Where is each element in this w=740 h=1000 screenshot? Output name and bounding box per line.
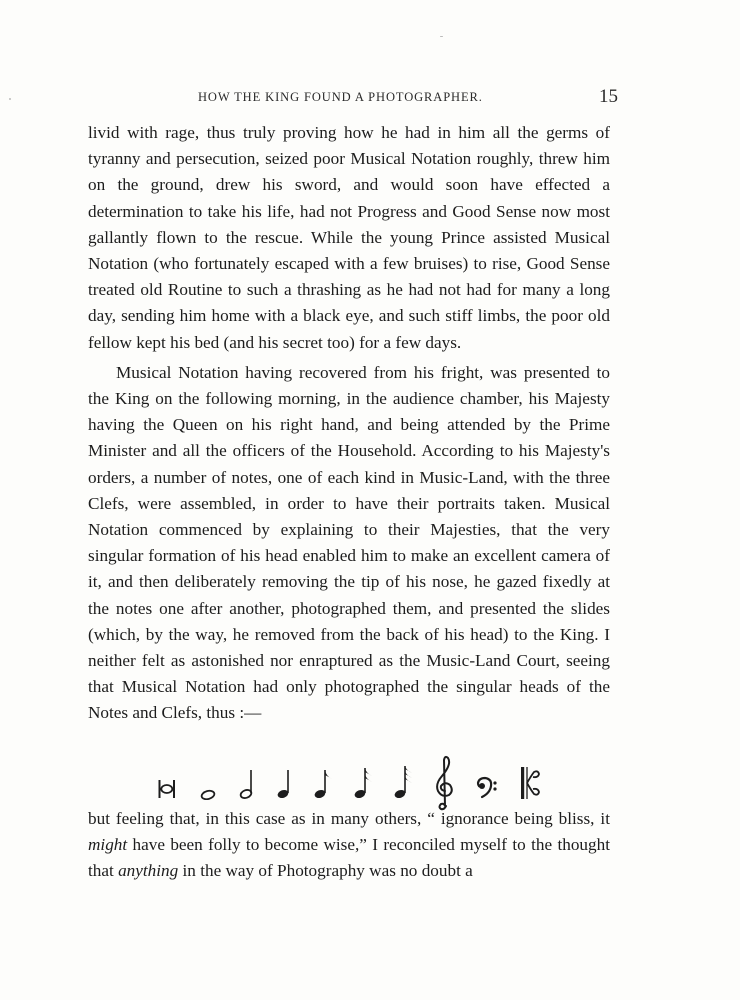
paragraph-3-part-b: have been folly to become wise,” I reconciled myself to the thought that <box>88 835 610 881</box>
demisemiquaver-icon <box>392 764 414 800</box>
running-head: HOW THE KING FOUND A PHOTOGRAPHER. <box>198 90 483 104</box>
semiquaver-icon <box>352 766 374 800</box>
paragraph-3-part-a: but feeling that, in this case as in many others, “ ignorance being bliss, it <box>88 809 610 828</box>
c-clef-icon <box>520 766 542 800</box>
body-text <box>88 120 610 727</box>
semibreve-icon <box>200 788 216 800</box>
crotchet-icon <box>275 768 293 800</box>
paragraph-3 <box>88 806 610 885</box>
emphasis-might: might <box>88 835 128 855</box>
paper-speck <box>440 36 443 37</box>
music-symbols-row <box>140 740 560 800</box>
paragraph-1: livid with rage, thus truly proving how he had in him all the germs of tyranny and persecution, seized poor Musical Notation roughly, threw him on the ground, drew his sword, and would soon have effected a determination to take his life, had not Progress and Good Sense now most gallantly flown to the rescue. While the young Prince assisted Musical Notation (who fortunately escaped with a few bruises) to rise, Good Sense treated old Routine to such a thrashing as he had not had for many a long day, sending him home with a black eye, and such stiff limbs, the poor old fellow kept his bed (and his secret too) for a few days. <box>88 123 610 352</box>
breve-icon <box>158 778 176 800</box>
quaver-icon <box>312 768 334 800</box>
treble-clef-icon <box>432 754 458 812</box>
paper-speck <box>9 98 11 100</box>
bass-clef-icon <box>474 774 498 800</box>
body-text-continued <box>88 806 610 885</box>
paragraph-2: Musical Notation having recovered from his fright, was presented to the King on the following morning, in the audience chamber, his Majesty having the Queen on his right hand, and being attended by the Prime Minister and all the officers of the Household. According to his Majesty's orders, a number of notes, one of each kind in Music-Land, with the three Clefs, were assembled, in order to have their portraits taken. Musical Notation commenced by explaining to their Majesties, that the very singular formation of his head enabled him to make an excellent camera of it, and then deliberately removing the tip of his nose, he gazed fixedly at the notes one after another, photographed them, and presented the slides (which, by the way, he removed from the back of his head) to the King. I neither felt as astonished nor enraptured as the Music-Land Court, seeing that Musical Notation had only photographed the singular heads of the Notes and Clefs, thus :— <box>88 362 610 723</box>
paragraph-3-part-c: in the way of Photography was no doubt a <box>178 861 473 881</box>
emphasis-anything: anything <box>118 861 179 881</box>
page-header <box>88 86 618 110</box>
minim-icon <box>238 768 256 800</box>
page-number: 15 <box>599 86 618 107</box>
